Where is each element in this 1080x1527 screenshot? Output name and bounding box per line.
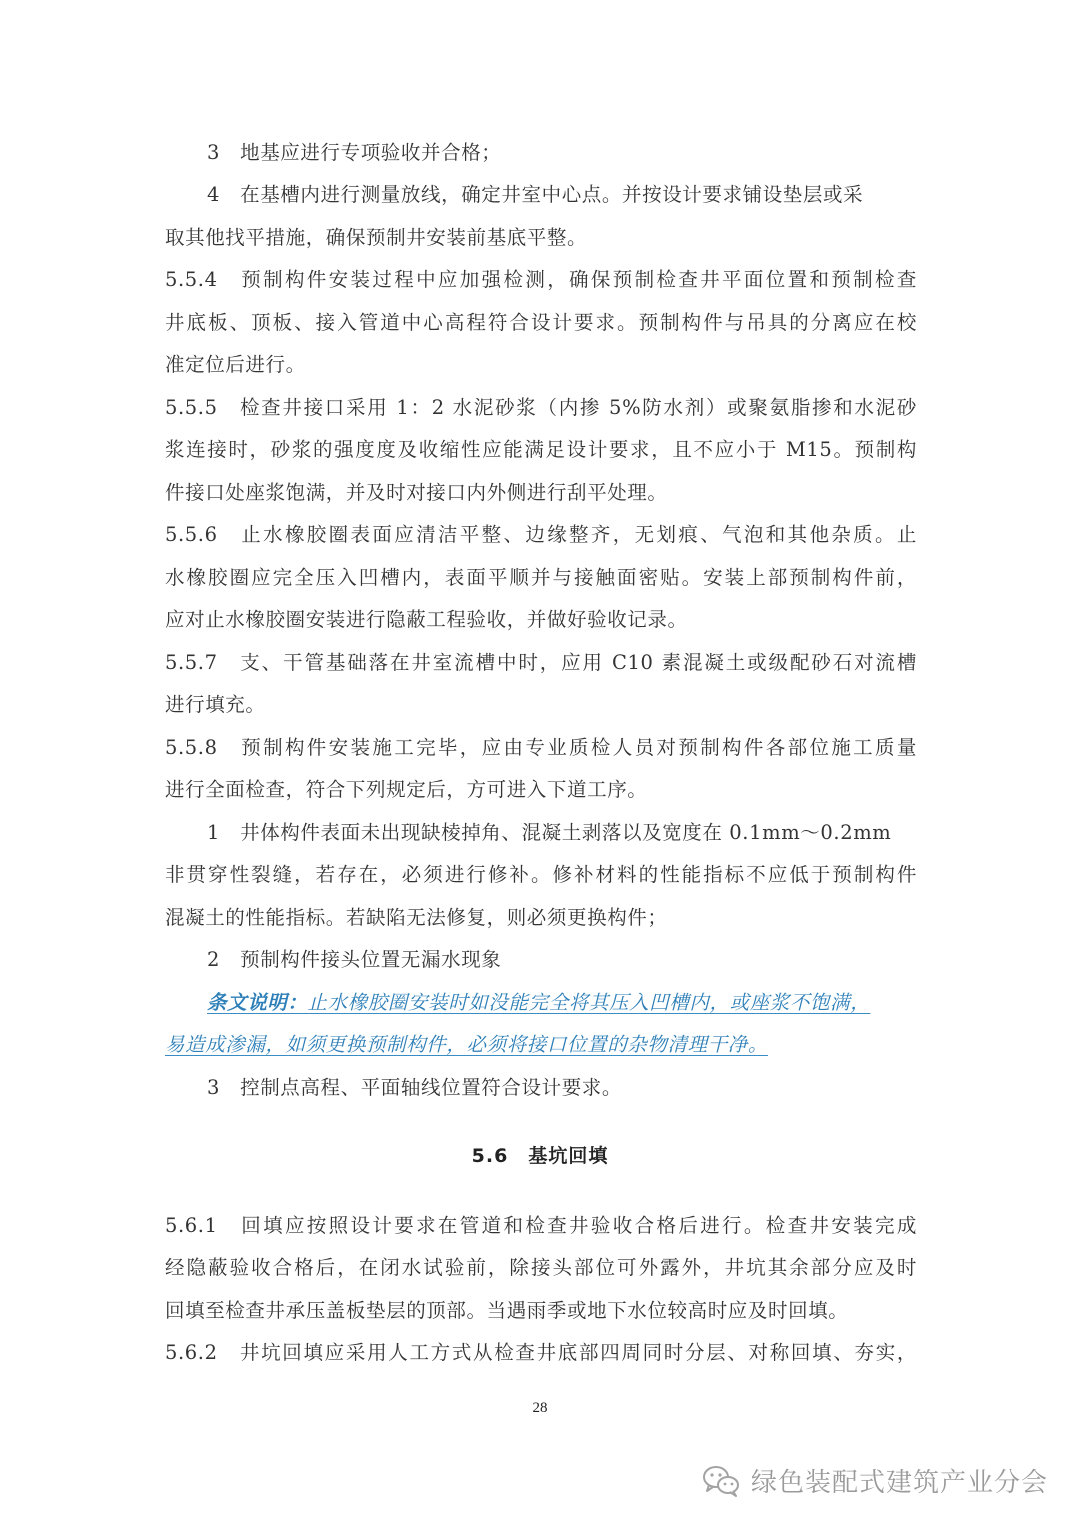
page-number: 28 xyxy=(532,1400,548,1416)
paragraph-line: 件接口处座浆饱满，并及时对接口内外侧进行刮平处理。 xyxy=(165,481,668,504)
clause-5-6-2: 5.6.2 井坑回填应采用人工方式从检查井底部四周同时分层、对称回填、夯实， xyxy=(165,1341,917,1364)
paragraph-line: 应对止水橡胶圈安装进行隐蔽工程验收，并做好验收记录。 xyxy=(165,608,688,631)
clause-5-5-4: 5.5.4 预制构件安装过程中应加强检测，确保预制检查井平面位置和预制检查 xyxy=(165,268,917,291)
clause-note-label: 条文说明： xyxy=(207,991,308,1014)
list-item-3b: 3 控制点高程、平面轴线位置符合设计要求。 xyxy=(207,1076,623,1099)
paragraph-line: 非贯穿性裂缝，若存在，必须进行修补。修补材料的性能指标不应低于预制构件 xyxy=(165,863,917,886)
section-heading: 5.6 基坑回填 xyxy=(471,1145,609,1167)
clause-note-text: 止水橡胶圈安装时如没能完全将其压入凹槽内，或座浆不饱满， xyxy=(307,991,871,1014)
paragraph-line: 水橡胶圈应完全压入凹槽内，表面平顺并与接触面密贴。安装上部预制构件前， xyxy=(165,566,917,589)
paragraph-line: 回填至检查井承压盖板垫层的顶部。当遇雨季或地下水位较高时应及时回填。 xyxy=(165,1299,849,1322)
clause-5-6-1: 5.6.1 回填应按照设计要求在管道和检查井验收合格后进行。检查井安装完成 xyxy=(165,1214,917,1237)
clause-5-5-7: 5.5.7 支、干管基础落在井室流槽中时，应用 C10 素混凝土或级配砂石对流槽 xyxy=(165,651,917,674)
paragraph-line: 进行全面检查，符合下列规定后，方可进入下道工序。 xyxy=(165,778,648,801)
wechat-icon xyxy=(701,1464,741,1498)
list-item-1: 1 井体构件表面未出现缺棱掉角、混凝土剥落以及宽度在 0.1mm～0.2mm xyxy=(207,821,892,844)
clause-5-5-5: 5.5.5 检查井接口采用 1：2 水泥砂浆（内掺 5%防水剂）或聚氨脂掺和水泥砂 xyxy=(165,396,917,419)
paragraph-line: 混凝土的性能指标。若缺陷无法修复，则必须更换构件； xyxy=(165,906,668,929)
list-item-4: 4 在基槽内进行测量放线，确定井室中心点。并按设计要求铺设垫层或采 xyxy=(207,183,864,206)
clause-5-5-6: 5.5.6 止水橡胶圈表面应清洁平整、边缘整齐，无划痕、气泡和其他杂质。止 xyxy=(165,523,917,546)
paragraph-line: 井底板、顶板、接入管道中心高程符合设计要求。预制构件与吊具的分离应在校 xyxy=(165,311,917,334)
clause-note xyxy=(207,989,917,1017)
clause-note-continued: 易造成渗漏，如须更换预制构件，必须将接口位置的杂物清理干净。 xyxy=(165,1033,769,1056)
watermark-text: 绿色装配式建筑产业分会 xyxy=(750,1468,1048,1498)
paragraph-line: 取其他找平措施，确保预制井安装前基底平整。 xyxy=(165,226,588,249)
list-item-3: 3 地基应进行专项验收并合格； xyxy=(207,141,502,164)
clause-5-5-8: 5.5.8 预制构件安装施工完毕，应由专业质检人员对预制构件各部位施工质量 xyxy=(165,736,917,759)
paragraph-line: 浆连接时，砂浆的强度度及收缩性应能满足设计要求，且不应小于 M15。预制构 xyxy=(165,438,917,461)
list-item-2: 2 预制构件接头位置无漏水现象 xyxy=(207,948,502,971)
paragraph-line: 经隐蔽验收合格后，在闭水试验前，除接头部位可外露外，井坑其余部分应及时 xyxy=(165,1256,917,1279)
watermark xyxy=(701,1462,1048,1499)
paragraph-line: 准定位后进行。 xyxy=(165,353,306,376)
paragraph-line: 进行填充。 xyxy=(165,693,266,716)
